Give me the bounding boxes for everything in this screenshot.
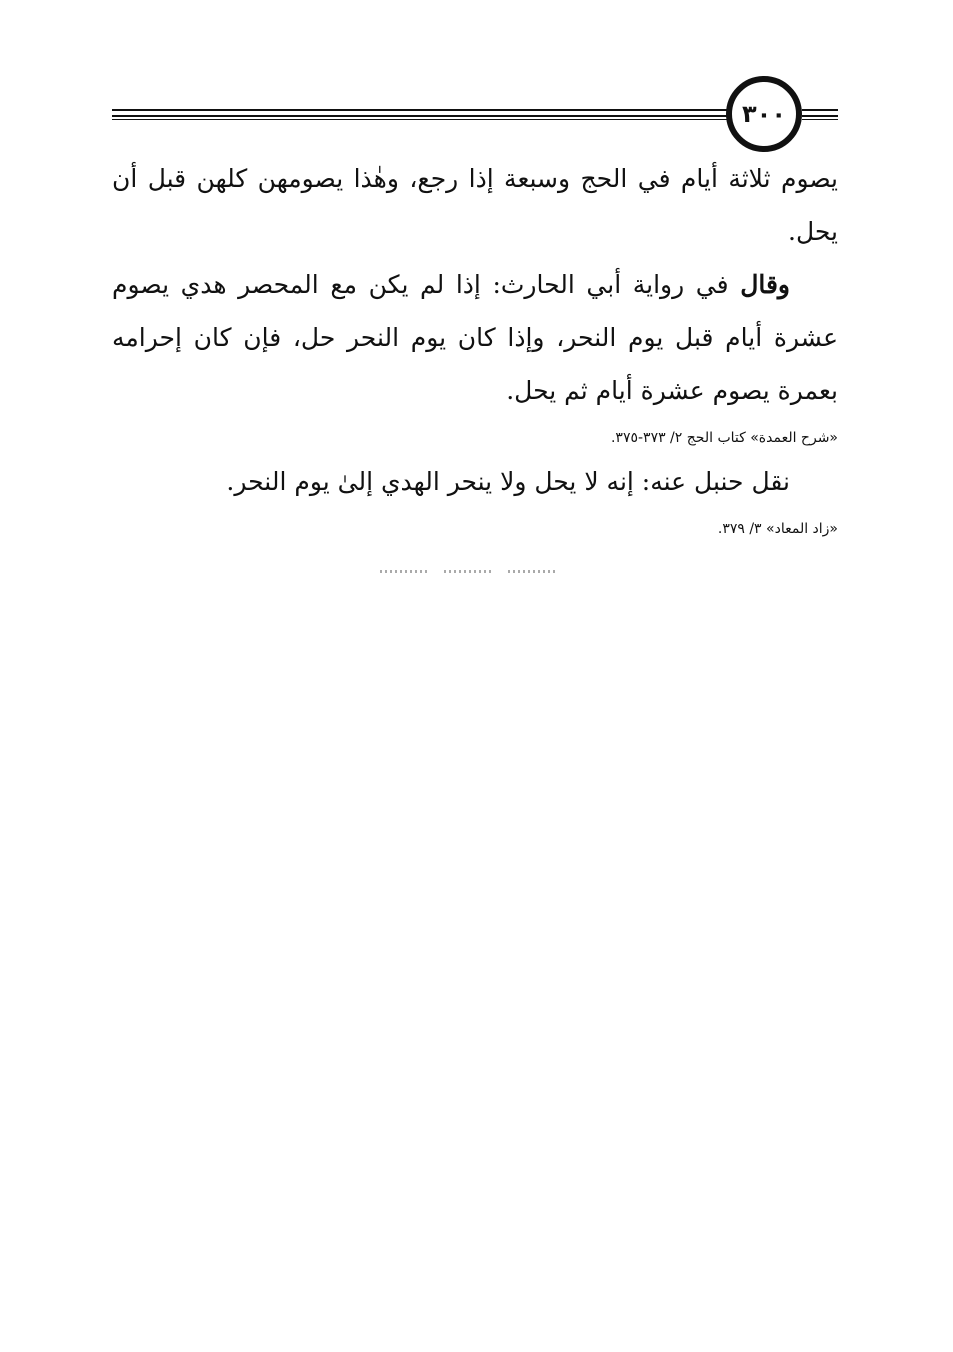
header-rule-bottom <box>112 119 732 120</box>
paragraph-2 <box>112 258 838 417</box>
ornament-segment <box>380 570 428 573</box>
page-number: ٣٠٠ <box>742 100 786 128</box>
section-divider-ornament <box>380 566 556 576</box>
page-number-badge <box>726 76 802 152</box>
reference-1: «شرح العمدة» كتاب الحج ٢/ ٣٧٣-٣٧٥. <box>610 430 838 446</box>
ornament-segment <box>508 570 556 573</box>
header-rule-right-middle <box>802 115 838 117</box>
header-rule-right-bottom <box>802 119 838 120</box>
reference-2: «زاد المعاد» ٣/ ٣٧٩. <box>717 521 838 537</box>
header-rule-top <box>112 109 732 111</box>
page-header <box>112 72 838 144</box>
paragraph-2-text: في رواية أبي الحارث: إذا لم يكن مع المحصر هدي يصوم عشرة أيام قبل يوم النحر، وإذا كان يوم النحر حل، فإن كان إحرامه بعمرة يصوم عشرة أيام ثم يحل. <box>112 270 838 405</box>
paragraph-2-lead: وقال <box>740 270 790 299</box>
paragraph-3: نقل حنبل عنه: إنه لا يحل ولا ينحر الهدي إلىٰ يوم النحر. <box>226 467 790 496</box>
paragraph-1: يصوم ثلاثة أيام في الحج وسبعة إذا رجع، وهٰذا يصومهن كلهن قبل أن يحل. <box>112 164 838 246</box>
ornament-segment <box>444 570 492 573</box>
header-rule-right-top <box>802 109 838 111</box>
header-rule-middle <box>112 115 732 117</box>
page-body <box>112 152 838 546</box>
